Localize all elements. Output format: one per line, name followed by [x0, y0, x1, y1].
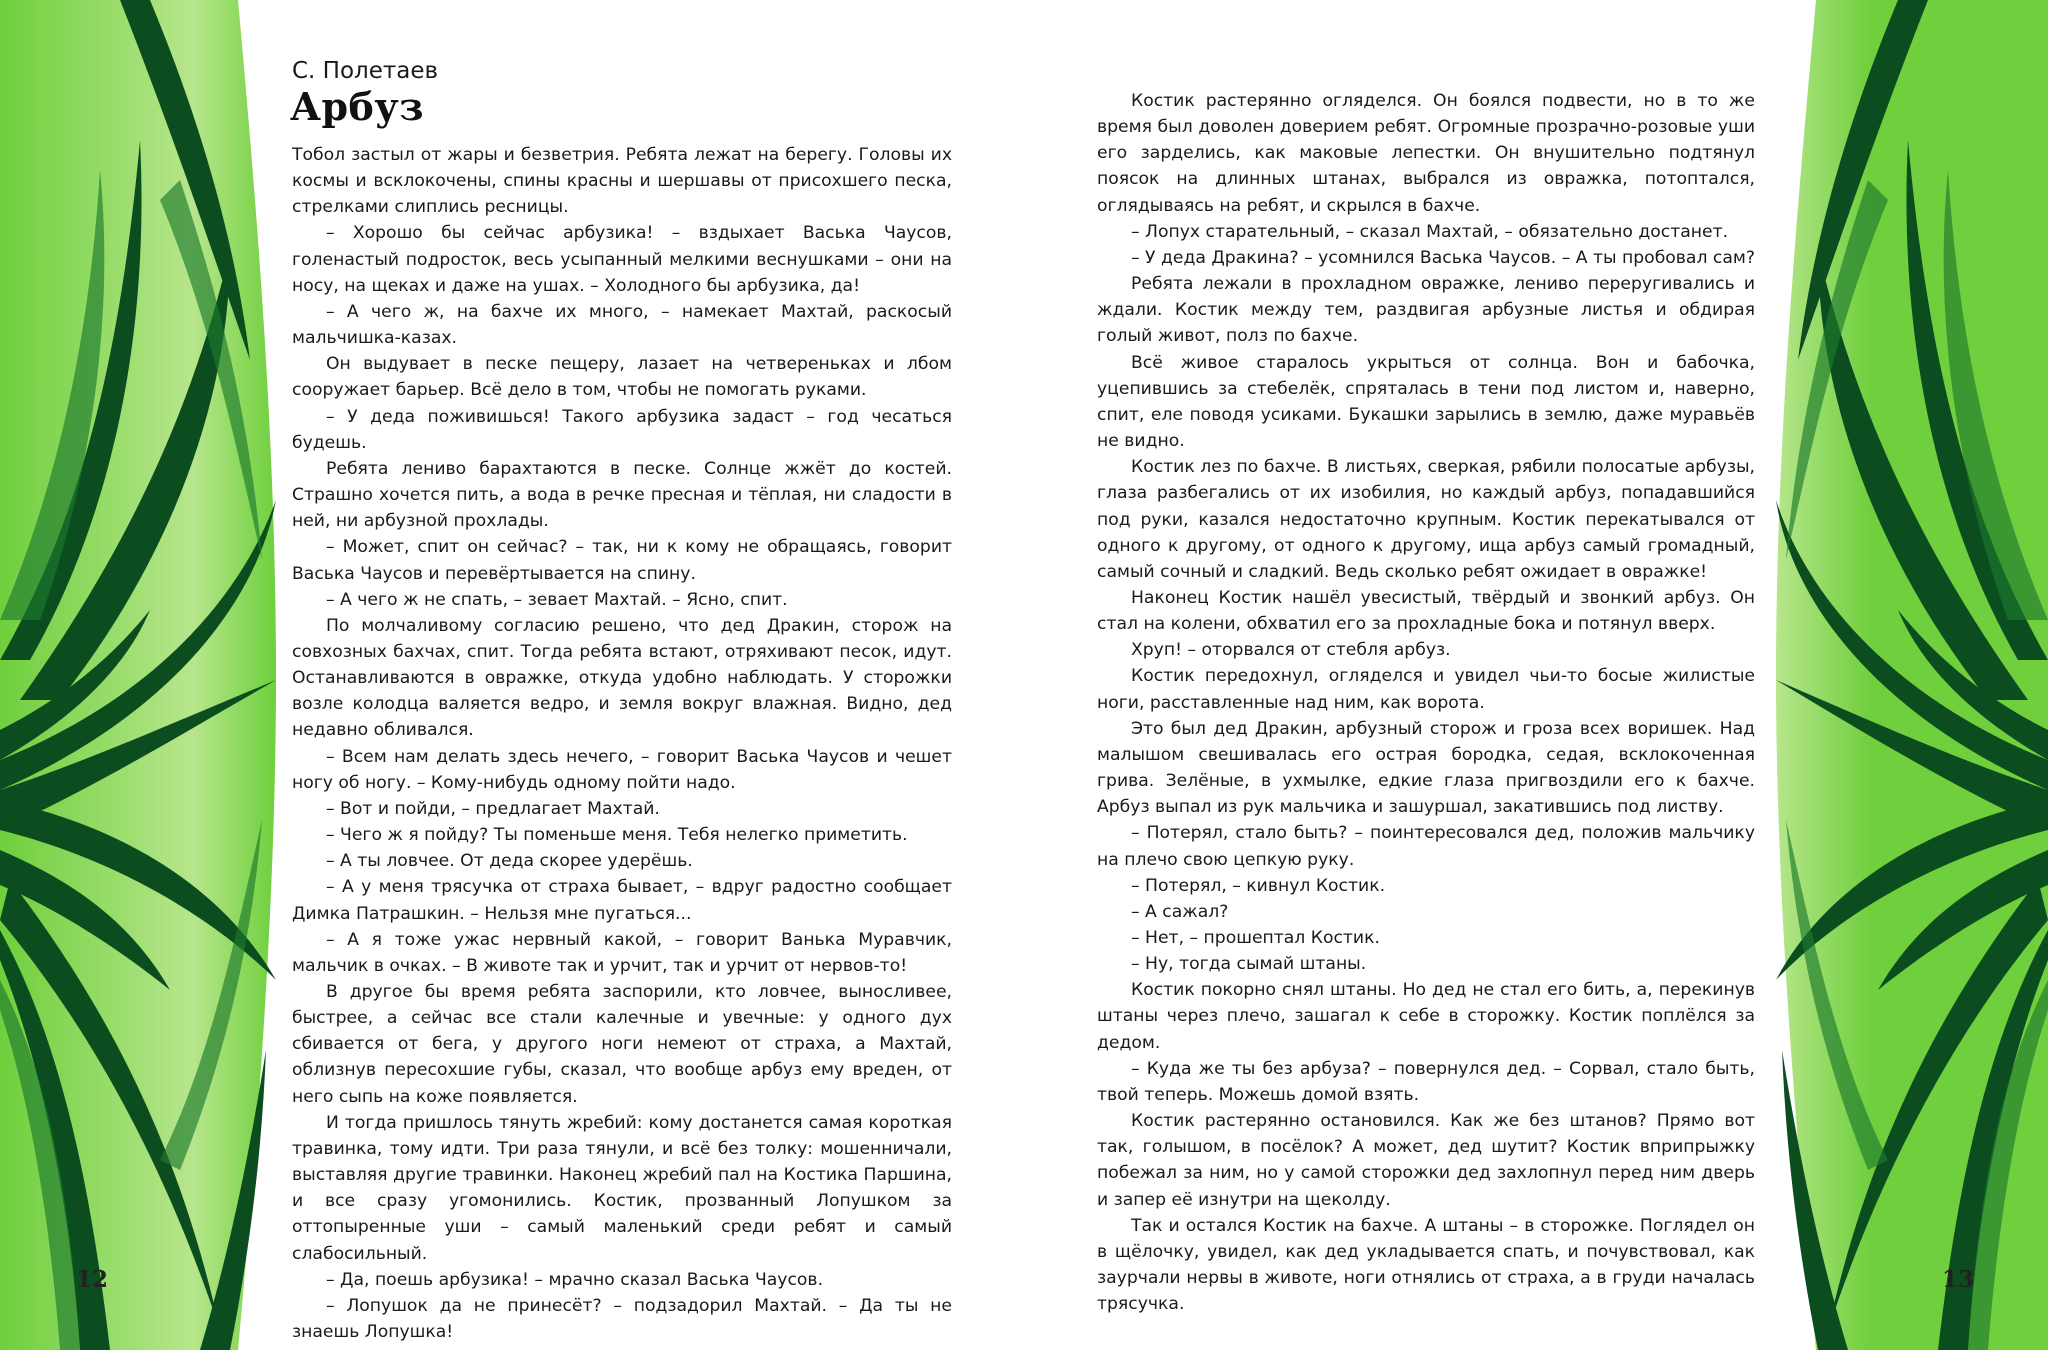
page-number-left: 12: [76, 1266, 109, 1293]
paragraph: – У деда Дракина? – усомнился Васька Чаусов. – А ты пробовал сам?: [1131, 247, 1755, 268]
paragraph: Ребята лениво барахтаются в песке. Солнце жжёт до костей. Страшно хочется пить, а вода в речке пресная и тёплая, ни сладости в ней, ни арбузной прохлады.: [292, 458, 952, 532]
author-name: С. Полетаев: [292, 58, 439, 84]
paragraph: – А сажал?: [1131, 901, 1229, 922]
paragraph: – Ну, тогда сымай штаны.: [1131, 954, 1367, 975]
paragraph: По молчаливому согласию решено, что дед Дракин, сторож на совхозных бахчах, спит. Тогда ребята встают, отряхивают песок, идут. Останавливаются в овражке, откуда удобно наблюдать. У сторожки возле колодца валяется ведро, и земля вокруг влажная. Видно, дед недавно обливался.: [292, 615, 952, 741]
paragraph: Тобол застыл от жары и безветрия. Ребята лежат на берегу. Головы их космы и всклокочены, спины красны и шершавы от присохшего песка, стрелками слиплись ресницы.: [292, 145, 952, 218]
paragraph: – Может, спит он сейчас? – так, ни к кому не обращаясь, говорит Васька Чаусов и перевёртывается на спину.: [292, 537, 952, 584]
paragraph: – А я тоже ужас нервный какой, – говорит Ванька Муравчик, мальчик в очках. – В животе так и урчит, так и урчит от нервов-то!: [292, 929, 952, 976]
paragraph: – Вот и пойди, – предлагает Махтай.: [326, 798, 660, 819]
watermelon-illustration-right: [1776, 0, 2048, 1350]
paragraph: – Чего ж я пойду? Ты поменьше меня. Тебя нелегко приметить.: [326, 825, 908, 846]
paragraph: Это был дед Дракин, арбузный сторож и гроза всех воришек. Над малышом свешивалась его острая бородка, седая, всклокоченная грива. Зелёные, в ухмылке, едкие глаза пригвоздили его к бахче. Арбуз выпал из рук мальчика и зашуршал, закатившись под листву.: [1097, 718, 1755, 818]
paragraph: – А ты ловчее. От деда скорее удерёшь.: [326, 851, 693, 872]
paragraph: Костик растерянно огляделся. Он боялся подвести, но в то же время был доволен доверием ребят. Огромные прозрачно-розовые уши его зарделись, как маковые лепестки. Он внушительно подтянул поясок на длинных штанах, выбрался из овражка, потоптался, оглядываясь на ребят, и скрылся в бахче.: [1097, 91, 1755, 216]
paragraph: Ребята лежали в прохладном овражке, лениво переругивались и ждали. Костик между тем, раздвигая арбузные листья и обдирая голый живот, полз по бахче.: [1097, 274, 1755, 347]
story-title: Арбуз: [290, 84, 424, 129]
paragraph: – У деда поживишься! Такого арбузика задаст – год чесаться будешь.: [292, 406, 952, 453]
paragraph: Он выдувает в песке пещеру, лазает на четвереньках и лбом сооружает барьер. Всё дело в том, чтобы не помогать руками.: [292, 354, 952, 401]
paragraph: Костик растерянно остановился. Как же без штанов? Прямо вот так, голышом, в посёлок? А может, дед шутит? Костик вприпрыжку побежал за ним, но у самой сторожки дед захлопнул перед ним дверь и запер её изнутри на щеколду.: [1097, 1111, 1755, 1210]
paragraph: Костик передохнул, огляделся и увидел чьи-то босые жилистые ноги, расставленные над ним, как ворота.: [1097, 666, 1755, 713]
paragraph: – Лопух старательный, – сказал Махтай, – обязательно достанет.: [1131, 221, 1729, 242]
paragraph: – Лопушок да не принесёт? – подзадорил Махтай. – Да ты не знаешь Лопушка!: [292, 1295, 952, 1343]
paragraph: Костик лез по бахче. В листьях, сверкая, рябили полосатые арбузы, глаза разбегались от их изобилия, но каждый арбуз, попадавшийся под руки, казался недостаточно крупным. Костик перекатывался от одного к другому, от одного к другому, ища арбуз самый громадный, самый сочный и сладкий. Ведь сколько ребят ожидает в овражке!: [1097, 457, 1755, 582]
paragraph: – Нет, – прошептал Костик.: [1131, 928, 1380, 948]
paragraph: – Да, поешь арбузика! – мрачно сказал Васька Чаусов.: [326, 1269, 824, 1290]
paragraph: В другое бы время ребята заспорили, кто ловчее, выносливее, быстрее, а сейчас все стали калечные и увечные: у одного дух сбивается от бега, у другого ноги немеют от страха, а Махтай, облизнув пересохшие губы, сказал, что вообще арбуз ему вреден, от него сыпь на коже появляется.: [292, 982, 952, 1107]
left-page-text: [292, 142, 952, 1345]
watermelon-illustration-left: [0, 0, 276, 1350]
paragraph: Хруп! – оторвался от стебля арбуз.: [1131, 640, 1451, 661]
paragraph: И тогда пришлось тянуть жребий: кому достанется самая короткая травинка, тому идти. Три раза тянули, и всё без толку: мошенничали, выставляя другие травинки. Наконец жребий пал на Костика Паршина, и все сразу угомонились. Костик, прозванный Лопушком за оттопыренные уши – самый маленький среди ребят и самый слабосильный.: [292, 1112, 952, 1264]
paragraph: – Хорошо бы сейчас арбузика! – вздыхает Васька Чаусов, голенастый подросток, весь усыпанный мелкими веснушками – они на носу, на щеках и даже на ушах. – Холодного бы арбузика, да!: [292, 223, 952, 296]
page-number-right: 13: [1942, 1266, 1975, 1293]
paragraph: – Потерял, – кивнул Костик.: [1131, 875, 1386, 896]
paragraph: Наконец Костик нашёл увесистый, твёрдый и звонкий арбуз. Он стал на колени, обхватил его за прохладные бока и потянул вверх.: [1097, 587, 1755, 635]
paragraph: Всё живое старалось укрыться от солнца. Вон и бабочка, уцепившись за стебелёк, спряталась в тени под листом и, наверно, спит, еле поводя усиками. Букашки зарылись в землю, даже муравьёв не видно.: [1097, 352, 1755, 452]
paragraph: Костик покорно снял штаны. Но дед не стал его бить, а, перекинув штаны через плечо, зашагал к себе в сторожку. Костик поплёлся за дедом.: [1097, 980, 1755, 1053]
paragraph: – Куда же ты без арбуза? – повернулся дед. – Сорвал, стало быть, твой теперь. Можешь домой взять.: [1097, 1058, 1755, 1105]
paragraph: – Потерял, стало быть? – поинтересовался дед, положив мальчику на плечо свою цепкую руку.: [1097, 823, 1755, 870]
watermelon-stripes-left: [0, 0, 276, 1350]
watermelon-stripes-right: [1776, 0, 2048, 1350]
paragraph: Так и остался Костик на бахче. А штаны – в сторожке. Поглядел он в щёлочку, увидел, как дед укладывается спать, и почувствовал, как заурчали нервы в животе, ноги отнялись от страха, а в груди началась трясучка.: [1097, 1215, 1755, 1315]
paragraph: – Всем нам делать здесь нечего, – говорит Васька Чаусов и чешет ногу об ногу. – Кому-нибудь одному пойти надо.: [292, 746, 952, 793]
right-page-text: [1097, 88, 1755, 1317]
paragraph: – А чего ж не спать, – зевает Махтай. – Ясно, спит.: [326, 589, 788, 610]
paragraph: – А чего ж, на бахче их много, – намекает Махтай, раскосый мальчишка-казах.: [292, 301, 952, 349]
paragraph: – А у меня трясучка от страха бывает, – вдруг радостно сообщает Димка Патрашкин. – Нельзя мне пугаться...: [292, 877, 952, 924]
